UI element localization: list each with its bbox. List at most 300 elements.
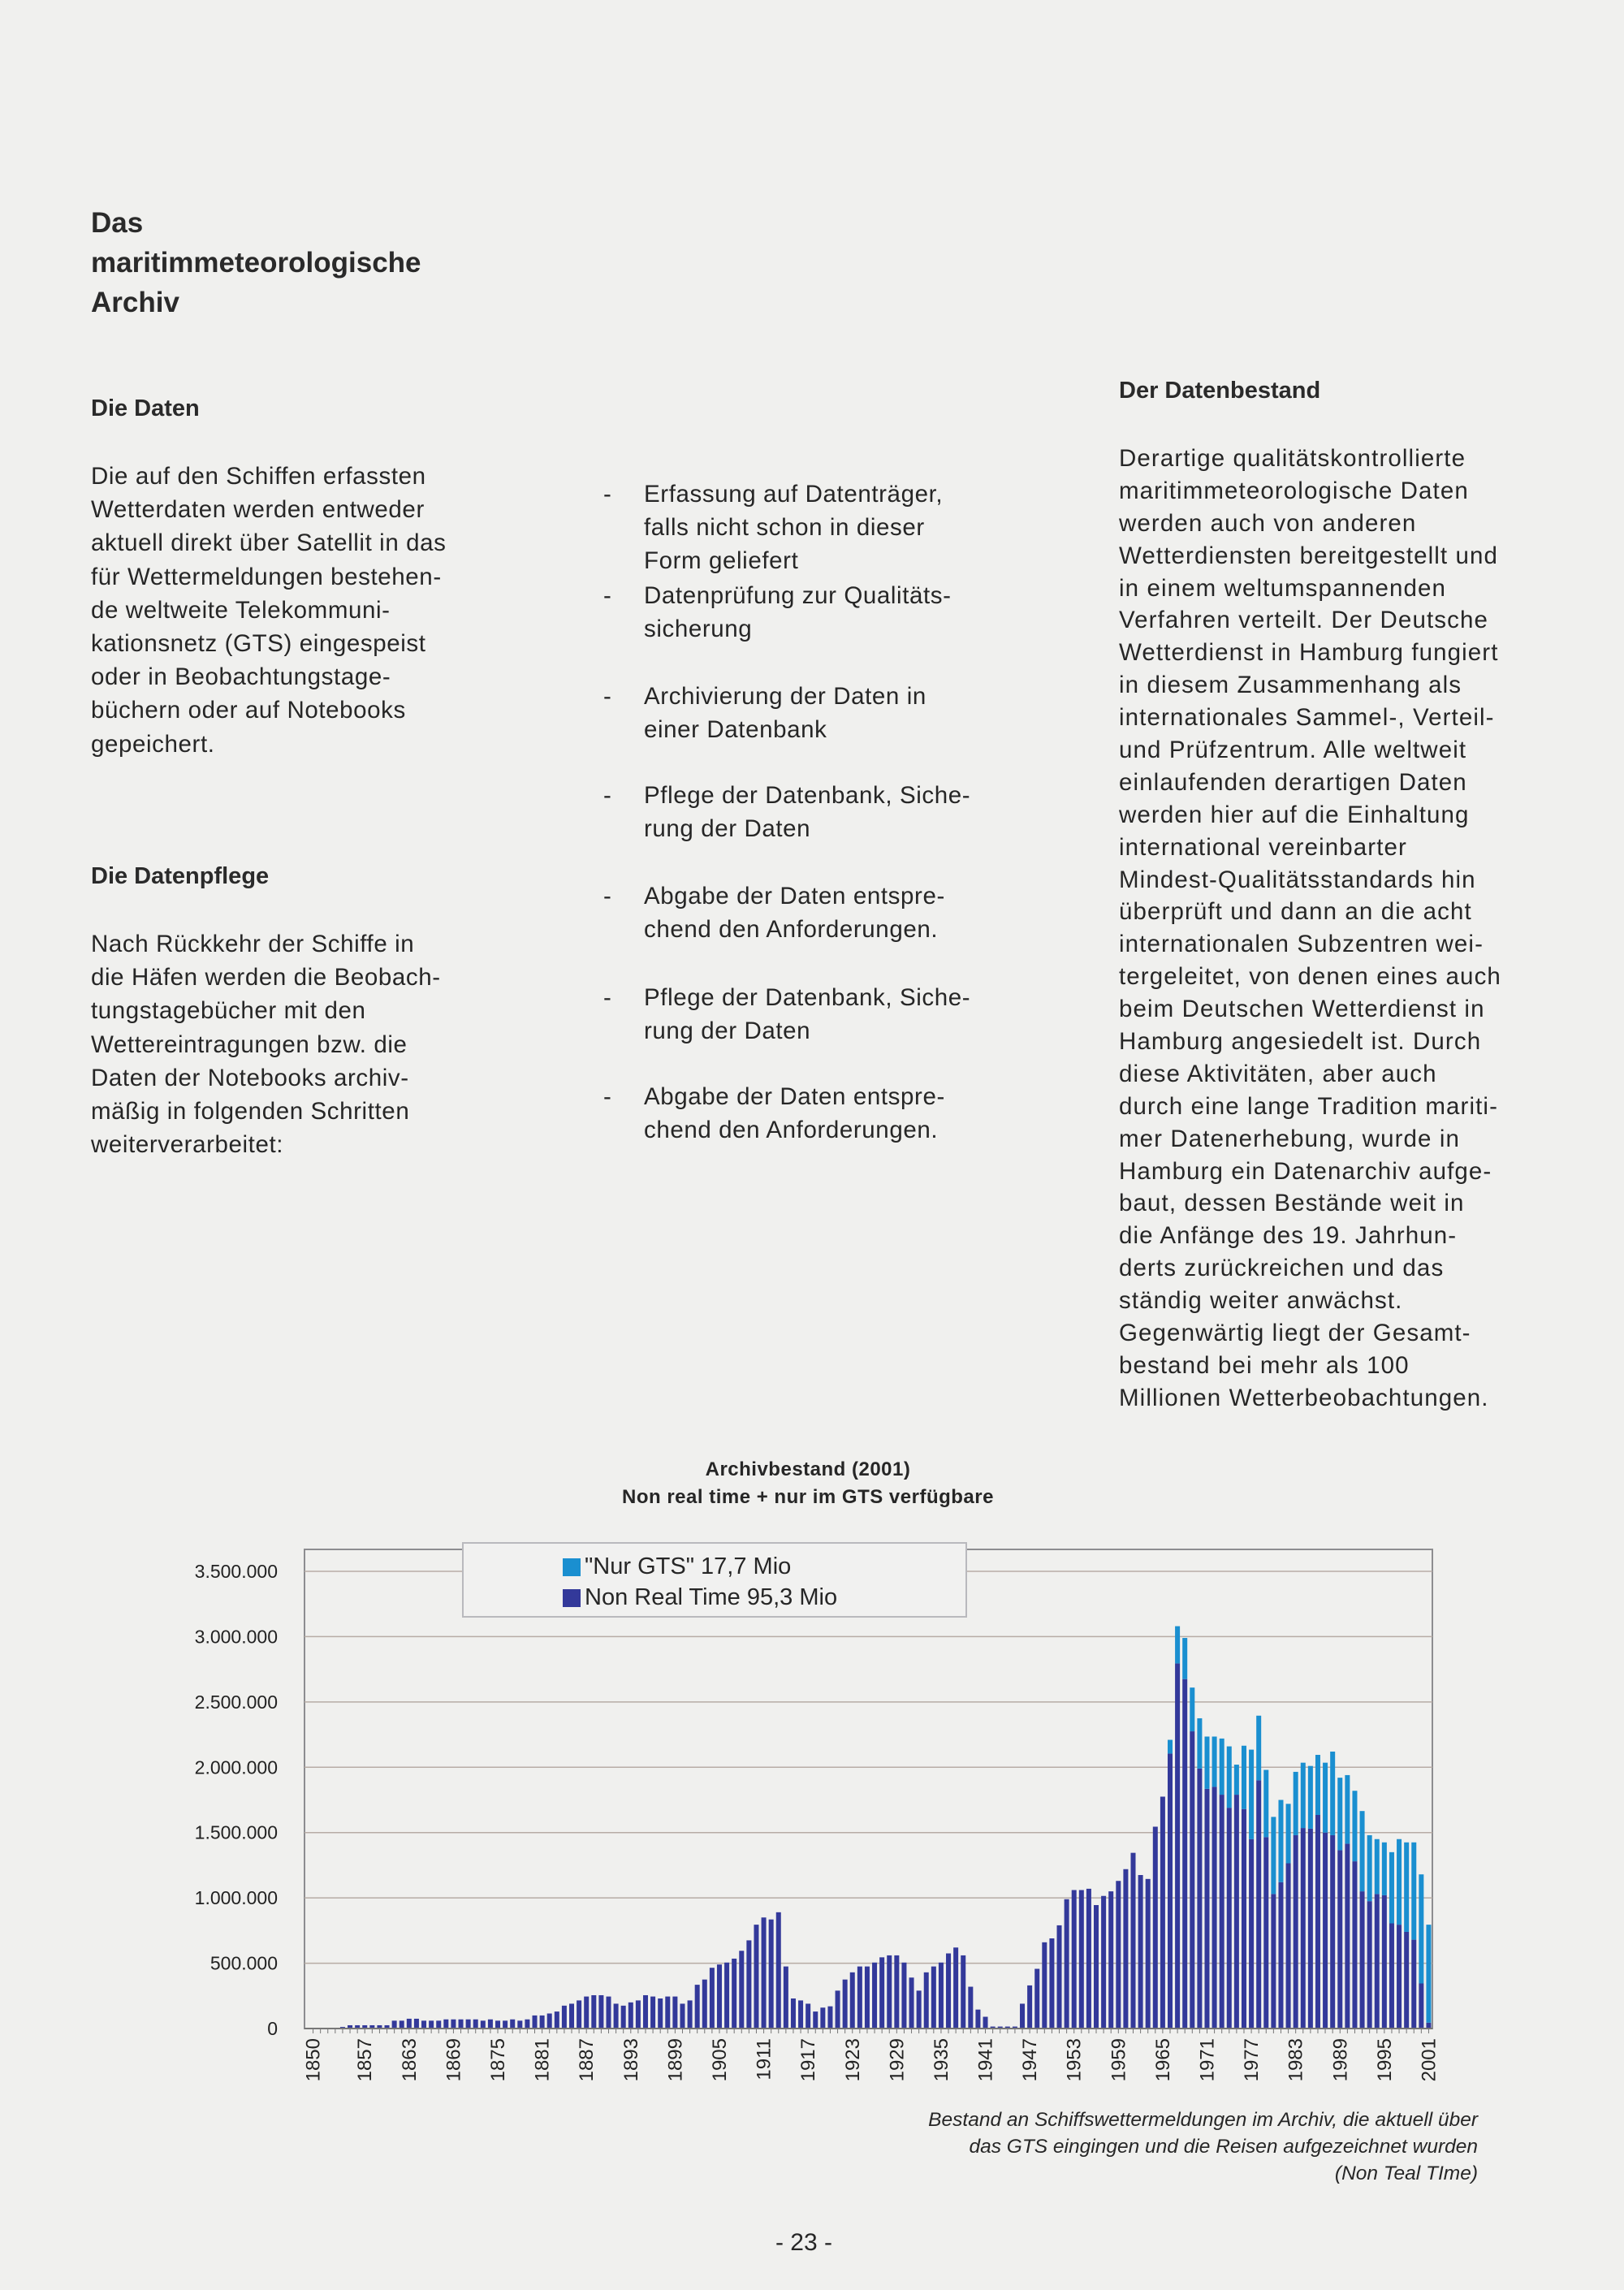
bar-nur-gts [1168,1740,1173,1754]
bar-nur-gts [1294,1772,1298,1835]
bar-non-real-time [754,1925,758,2029]
bar-non-real-time [1027,1985,1032,2029]
bar-non-real-time [525,2020,529,2029]
y-tick-label: 2.000.000 [194,1756,278,1778]
bar-non-real-time [1308,1829,1313,2029]
text-line: Derartige qualitätskontrollierte [1119,445,1466,472]
bar-non-real-time [784,1967,788,2029]
bar-non-real-time [813,2011,818,2029]
x-tick-label: 1929 [886,2038,909,2082]
x-tick-label: 1959 [1108,2038,1130,2082]
chart-title: Archivbestand (2001) [705,1458,911,1480]
bar-non-real-time [443,2020,448,2029]
bar-non-real-time [1220,1795,1224,2029]
list-item-text [644,680,926,746]
text-line: bestand bei mehr als 100 [1119,1351,1410,1379]
bar-non-real-time [451,2020,456,2029]
bar-non-real-time [1168,1753,1173,2029]
bar-nur-gts [1382,1843,1387,1895]
x-tick-label: 1953 [1063,2038,1086,2082]
bar-non-real-time [1094,1905,1099,2029]
text-line: Pflege der Datenbank, Siche- [644,782,971,809]
text-line: weiterverarbeitet: [91,1131,284,1159]
bar-non-real-time [1382,1895,1387,2029]
bar-non-real-time [1271,1894,1276,2029]
heading-datenbestand: Der Datenbestand [1119,378,1321,404]
bar-non-real-time [1182,1679,1187,2029]
text-line: rung der Daten [644,815,811,842]
bar-non-real-time [392,2020,397,2029]
bar-non-real-time [1256,1780,1261,2029]
text-line: in diesem Zusammenhang als [1119,672,1462,699]
bar-nur-gts [1256,1716,1261,1781]
bar-non-real-time [850,1972,855,2029]
text-line: chend den Anforderungen. [644,1117,939,1143]
paragraph-datenpflege [91,927,441,1161]
bar-non-real-time [931,1967,936,2029]
bar-nur-gts [1389,1852,1394,1924]
bar-non-real-time [459,2020,464,2029]
list-item-text [644,477,943,577]
bar-non-real-time [598,1995,603,2029]
bar-non-real-time [555,2011,559,2029]
y-tick-label: 0 [267,2018,278,2039]
bar-non-real-time [710,1968,715,2029]
x-tick-label: 1923 [841,2038,864,2082]
bar-non-real-time [503,2020,508,2029]
bar-non-real-time [636,2000,641,2029]
bar-nur-gts [1308,1766,1313,1829]
text-line: Verfahren verteilt. Der Deutsche [1119,607,1488,634]
bar-non-real-time [939,1963,944,2029]
text-line: werden auch von anderen [1119,509,1417,537]
text-line: für Wettermeldungen bestehen- [91,563,442,590]
text-line: Die auf den Schiffen erfassten [91,463,426,490]
text-line: Daten der Notebooks archiv- [91,1064,409,1091]
bar-non-real-time [1242,1809,1246,2029]
list-item-text [644,879,945,946]
bar-non-real-time [887,1955,892,2029]
bar-non-real-time [724,1963,729,2029]
bar-non-real-time [1389,1924,1394,2029]
bar-non-real-time [1197,1769,1202,2029]
bar-non-real-time [481,2020,486,2029]
page-number: - 23 - [775,2229,833,2256]
bar-nur-gts [1315,1755,1320,1815]
x-tick-label: 1917 [797,2038,820,2082]
bar-nur-gts [1227,1747,1232,1808]
bar-non-real-time [421,2020,426,2029]
bar-nur-gts [1190,1687,1194,1731]
text-line: Pflege der Datenbank, Siche- [644,984,971,1011]
text-line: Millionen Wetterbeobachtungen. [1119,1384,1489,1411]
bar-nur-gts [1360,1811,1365,1891]
text-line: einlaufenden derartigen Daten [1119,768,1467,796]
chart-legend [462,1542,967,1618]
text-line: und Prüfzentrum. Alle weltweit [1119,737,1467,764]
text-line: einer Datenbank [644,716,827,743]
bar-non-real-time [473,2020,478,2029]
x-tick-label: 1850 [302,2038,325,2082]
bar-non-real-time [1101,1896,1106,2029]
bar-non-real-time [746,1940,751,2029]
bar-non-real-time [533,2016,538,2029]
bar-non-real-time [1042,1942,1047,2029]
bar-non-real-time [1301,1828,1306,2029]
list-dash: - [603,1083,611,1110]
bar-non-real-time [1049,1938,1054,2029]
bar-non-real-time [827,2007,832,2029]
text-line: Wetterdaten werden entweder [91,496,425,524]
bar-non-real-time [680,2003,685,2029]
bar-non-real-time [407,2019,412,2029]
bar-non-real-time [1249,1839,1254,2029]
bar-non-real-time [961,1955,965,2029]
bar-non-real-time [1294,1835,1298,2029]
bar-non-real-time [872,1963,877,2029]
bar-non-real-time [1131,1853,1136,2029]
bar-non-real-time [495,2020,500,2029]
x-tick-label: 1941 [974,2038,997,2082]
plot-frame [304,1549,1432,2029]
x-tick-label: 1893 [620,2038,642,2082]
legend-item-nrt [563,1584,837,1611]
bar-non-real-time [879,1957,884,2029]
bar-non-real-time [1360,1891,1365,2029]
list-item-text [644,579,952,646]
bar-non-real-time [702,1980,707,2029]
bar-non-real-time [1227,1808,1232,2029]
bar-nur-gts [1367,1835,1372,1901]
page-title [91,203,421,322]
bar-nur-gts [1271,1817,1276,1894]
title-line: maritimmeteorologische [91,247,421,279]
text-line: die Häfen werden die Beobach- [91,964,441,992]
bar-nur-gts [1234,1765,1239,1795]
text-line: Wetterdiensten bereitgestellt und [1119,542,1499,569]
text-line: derts zurückreichen und das [1119,1255,1445,1282]
bar-non-real-time [1367,1901,1372,2029]
x-tick-label: 1977 [1241,2038,1263,2082]
bar-non-real-time [717,1964,722,2029]
bar-non-real-time [562,2006,567,2029]
bar-non-real-time [917,1990,922,2029]
caption-line: (Non Teal TIme) [1334,2163,1478,2184]
x-tick-label: 1995 [1373,2038,1396,2082]
chart-subtitle: Non real time + nur im GTS verfügbare [622,1486,994,1508]
list-dash: - [603,582,611,609]
heading-datenpflege: Die Datenpflege [91,863,270,889]
text-line: Datenprüfung zur Qualitäts- [644,582,952,609]
bar-nur-gts [1337,1778,1342,1850]
bar-non-real-time [1419,1984,1423,2029]
text-line: Mindest-Qualitätsstandards hin [1119,866,1476,893]
bar-non-real-time [672,1997,677,2029]
list-item-text [644,779,970,845]
bar-nur-gts [1330,1752,1335,1835]
x-tick-label: 1971 [1196,2038,1219,2082]
bar-non-real-time [1337,1850,1342,2029]
bar-non-real-time [1212,1787,1217,2029]
bar-nur-gts [1375,1839,1380,1895]
text-line: rung der Daten [644,1018,811,1044]
bar-non-real-time [1057,1925,1062,2029]
chart-caption [928,2106,1478,2187]
x-tick-label: 1905 [708,2038,731,2082]
bar-non-real-time [688,2000,693,2029]
text-line: tergeleitet, von denen eines auch [1119,963,1501,991]
bar-nur-gts [1263,1770,1268,1838]
bar-nur-gts [1301,1763,1306,1828]
bar-non-real-time [577,2000,581,2029]
bar-non-real-time [1146,1879,1151,2029]
bar-nur-gts [1352,1791,1357,1861]
bar-nur-gts [1426,1925,1431,2023]
bar-non-real-time [665,1997,670,2029]
bar-non-real-time [547,2014,552,2029]
text-line: Abgabe der Daten entspre- [644,1083,945,1110]
legend-label-gts: "Nur GTS" 17,7 Mio [585,1553,792,1579]
bar-non-real-time [1286,1864,1291,2029]
bar-non-real-time [1397,1925,1402,2029]
bar-nur-gts [1242,1746,1246,1809]
bar-non-real-time [1108,1891,1113,2029]
bar-non-real-time [1138,1875,1143,2029]
bar-non-real-time [1153,1826,1158,2029]
bar-non-real-time [658,1998,663,2029]
bar-non-real-time [1072,1890,1077,2029]
bar-non-real-time [776,1912,781,2029]
y-tick-label: 500.000 [209,1952,278,1974]
bar-non-real-time [1065,1899,1069,2029]
text-line: Hamburg angesiedelt ist. Durch [1119,1028,1482,1056]
x-tick-label: 1911 [753,2038,775,2080]
bar-non-real-time [695,1985,700,2029]
list-dash: - [603,782,611,809]
bar-non-real-time [1315,1815,1320,2029]
bar-nur-gts [1182,1638,1187,1679]
text-line: mäßig in folgenden Schritten [91,1097,410,1125]
bar-non-real-time [650,1997,655,2029]
bar-nur-gts [1411,1843,1416,1940]
x-tick-label: 1965 [1151,2038,1174,2082]
text-line: Nach Rückkehr der Schiffe in [91,931,415,957]
bar-non-real-time [466,2020,471,2029]
bar-non-real-time [769,1920,774,2029]
x-tick-label: 1935 [930,2038,952,2082]
text-line: baut, dessen Bestände weit in [1119,1190,1465,1217]
text-line: überprüft und dann an die acht [1119,898,1472,926]
list-dash: - [603,683,611,710]
x-tick-label: 1869 [443,2038,465,2082]
y-tick-label: 1.000.000 [194,1887,278,1909]
x-tick-label: 1887 [576,2038,598,2082]
list-item-text [644,981,970,1048]
legend-label-nrt: Non Real Time 95,3 Mio [585,1584,838,1610]
text-line: Form geliefert [644,547,799,574]
y-tick-label: 1.500.000 [194,1821,278,1843]
bar-non-real-time [1426,2023,1431,2029]
bar-non-real-time [429,2020,434,2029]
text-line: beim Deutschen Wetterdienst in [1119,996,1485,1023]
bar-nur-gts [1345,1775,1350,1843]
x-tick-label: 1863 [398,2038,421,2082]
title-line: Archiv [91,287,179,318]
text-line: ständig weiter anwächst. [1119,1287,1403,1315]
bar-non-real-time [865,1967,870,2029]
bar-non-real-time [1323,1833,1328,2029]
bar-non-real-time [1411,1940,1416,2029]
x-tick-label: 1899 [664,2038,687,2082]
text-line: die Anfänge des 19. Jahrhun- [1119,1222,1458,1250]
bar-non-real-time [1330,1835,1335,2029]
bar-non-real-time [1375,1894,1380,2029]
y-tick-label: 3.500.000 [194,1561,278,1582]
bar-non-real-time [762,1917,767,2029]
text-line: büchern oder auf Notebooks [91,697,406,724]
text-line: kationsnetz (GTS) eingespeist [91,629,426,657]
text-line: oder in Beobachtungstage- [91,663,391,691]
bar-non-real-time [798,2000,803,2029]
bar-non-real-time [953,1947,958,2029]
list-dash: - [603,481,611,508]
bar-non-real-time [901,1963,906,2029]
bar-nur-gts [1323,1763,1328,1833]
bar-non-real-time [606,1997,611,2029]
list-dash: - [603,883,611,910]
text-line: internationales Sammel-, Verteil- [1119,704,1495,732]
bar-non-real-time [1034,1968,1039,2029]
bar-non-real-time [400,2020,404,2029]
bar-non-real-time [436,2020,441,2029]
paragraph-datenbestand [1119,443,1501,1415]
text-line: durch eine lange Tradition mariti- [1119,1092,1499,1120]
bar-non-real-time [924,1972,929,2029]
bar-non-real-time [1278,1882,1283,2029]
bar-non-real-time [857,1967,862,2029]
bar-non-real-time [894,1955,899,2029]
bar-non-real-time [1190,1731,1194,2029]
paragraph-die-daten [91,460,447,761]
bar-nur-gts [1404,1843,1409,1932]
bar-nur-gts [1286,1804,1291,1863]
x-tick-label: 1947 [1019,2038,1042,2082]
text-line: internationalen Subzentren wei- [1119,931,1484,958]
text-line: mer Datenerhebung, wurde in [1119,1125,1460,1152]
title-line: Das [91,207,144,239]
bar-non-real-time [1086,1889,1091,2029]
bar-nur-gts [1220,1739,1224,1795]
bar-non-real-time [517,2020,522,2029]
bar-non-real-time [843,1980,848,2029]
processing-steps-list [603,477,1074,1143]
bar-non-real-time [1404,1932,1409,2029]
bar-non-real-time [414,2019,419,2029]
list-item-text [644,1080,945,1147]
bar-non-real-time [510,2020,515,2029]
bar-non-real-time [975,2010,980,2029]
bar-non-real-time [621,2006,626,2029]
bar-non-real-time [1160,1796,1165,2029]
bar-non-real-time [540,2016,545,2029]
bar-non-real-time [488,2020,493,2029]
bar-non-real-time [983,2017,988,2029]
heading-die-daten: Die Daten [91,395,200,421]
text-line: Hamburg ein Datenarchiv aufge- [1119,1157,1492,1185]
x-tick-label: 1989 [1329,2038,1352,2082]
text-line: de weltweite Telekommuni- [91,596,391,624]
bar-non-real-time [791,1998,796,2029]
text-line: gepeichert. [91,730,215,758]
bar-non-real-time [909,1977,914,2029]
bar-non-real-time [643,1995,648,2029]
bar-non-real-time [836,1990,840,2029]
bar-non-real-time [1234,1795,1239,2029]
bar-nur-gts [1249,1750,1254,1839]
text-line: werden hier auf die Einhaltung [1119,801,1470,828]
bar-non-real-time [1345,1843,1350,2029]
text-line: maritimmeteorologische Daten [1119,477,1469,504]
bar-nur-gts [1212,1736,1217,1787]
legend-item-gts [563,1553,791,1580]
bar-non-real-time [614,2003,619,2029]
text-line: diese Aktivitäten, aber auch [1119,1060,1437,1087]
bar-non-real-time [820,2007,825,2029]
caption-line: Bestand an Schiffswettermeldungen im Archiv, die aktuell über [928,2109,1478,2131]
bar-nur-gts [1197,1718,1202,1769]
bar-nur-gts [1204,1736,1209,1788]
bar-non-real-time [1020,2003,1025,2029]
bar-nur-gts [1278,1800,1283,1882]
bar-nur-gts [1419,1874,1423,1983]
x-tick-label: 2001 [1418,2038,1440,2082]
bar-non-real-time [732,1959,736,2029]
list-dash: - [603,984,611,1011]
legend-swatch-gts [563,1558,581,1576]
text-line: tungstagebücher mit den [91,997,366,1025]
text-line: aktuell direkt über Satellit in das [91,529,447,557]
text-line: Abgabe der Daten entspre- [644,883,945,910]
x-tick-label: 1881 [531,2038,554,2082]
bar-non-real-time [628,2003,633,2029]
bar-non-real-time [1079,1890,1084,2029]
bar-non-real-time [1263,1837,1268,2029]
text-line: Archivierung der Daten in [644,683,926,710]
x-tick-label: 1983 [1285,2038,1307,2082]
text-line: sicherung [644,616,753,642]
legend-swatch-nrt [563,1589,581,1607]
bar-non-real-time [946,1954,951,2029]
y-tick-label: 2.500.000 [194,1691,278,1713]
bar-nur-gts [1397,1839,1402,1925]
text-line: international vereinbarter [1119,833,1407,861]
bar-non-real-time [806,2003,810,2029]
text-line: Erfassung auf Datenträger, [644,481,944,508]
x-tick-label: 1875 [487,2038,510,2082]
text-line: in einem weltumspannenden [1119,574,1447,602]
bar-non-real-time [1352,1861,1357,2029]
bar-non-real-time [569,2003,574,2029]
x-tick-label: 1857 [354,2038,377,2082]
text-line: Wetterdienst in Hamburg fungiert [1119,639,1499,667]
caption-line: das GTS eingingen und die Reisen aufgezeichnet wurden [969,2136,1478,2158]
bar-non-real-time [739,1951,744,2029]
y-tick-label: 3.000.000 [194,1626,278,1648]
bar-non-real-time [1204,1789,1209,2029]
bar-non-real-time [584,1997,589,2029]
bar-non-real-time [1116,1881,1121,2029]
bar-non-real-time [591,1995,596,2029]
